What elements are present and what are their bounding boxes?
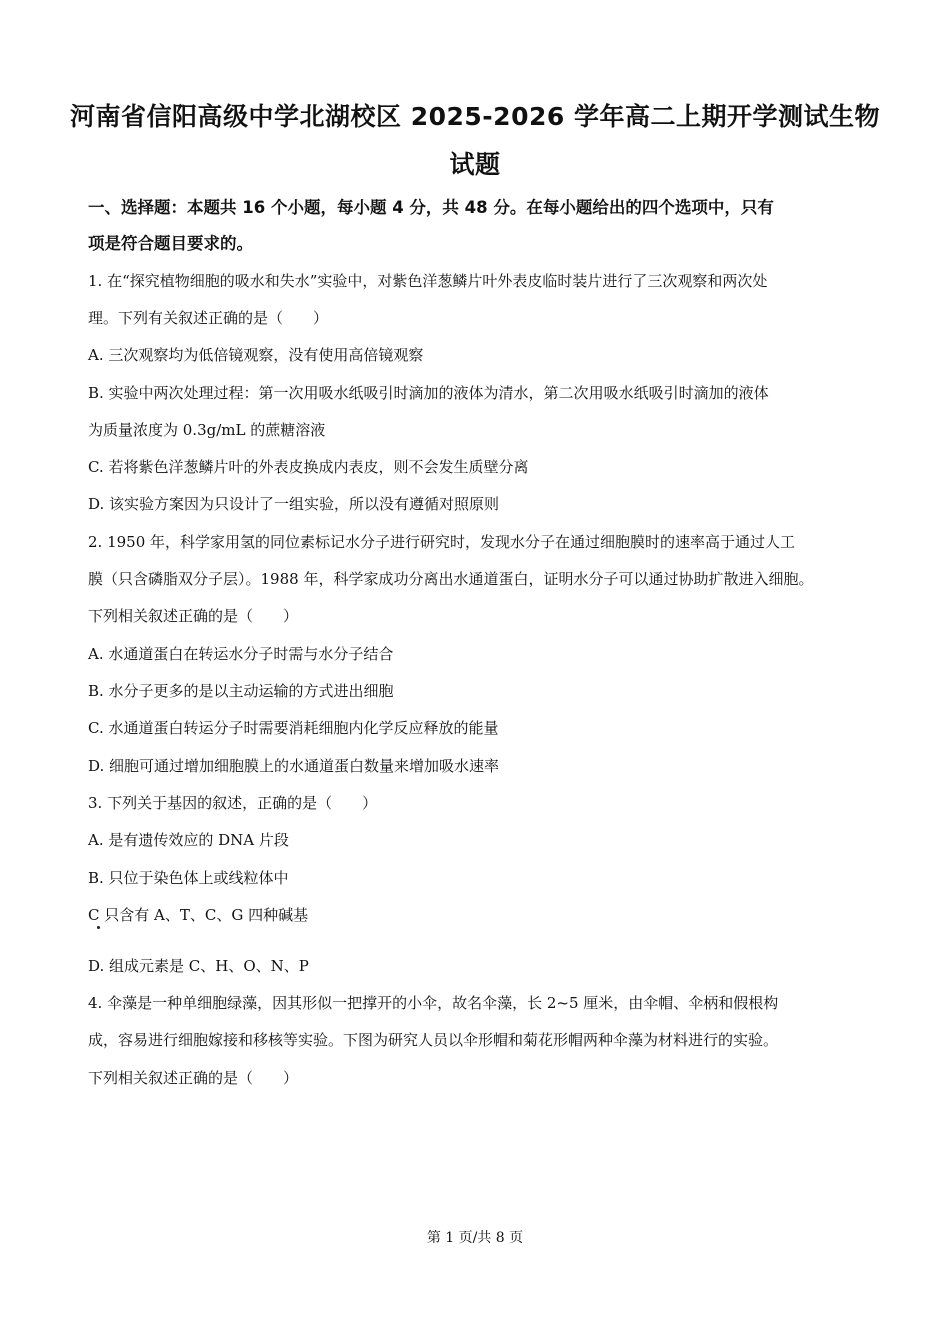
- stray-dot-mark: [97, 926, 100, 929]
- question-2-stem-line-3: 下列相关叙述正确的是（ ）: [88, 607, 299, 625]
- page-number-footer: 第 1 页/共 8 页: [426, 1230, 524, 1246]
- question-4-stem-line-3: 下列相关叙述正确的是（ ）: [88, 1069, 299, 1087]
- question-2-stem-line-1: 2. 1950 年，科学家用氢的同位素标记水分子进行研究时，发现水分子在通过细胞膜时的速率高于通过人工: [88, 533, 796, 551]
- question-2-option-d: D. 细胞可通过增加细胞膜上的水通道蛋白数量来增加吸水速率: [88, 757, 500, 775]
- question-2-stem-line-2: 膜（只含磷脂双分子层）。1988 年，科学家成功分离出水通道蛋白，证明水分子可以通过协助扩散进入细胞。: [88, 570, 814, 588]
- question-2-option-a: A. 水通道蛋白在转运水分子时需与水分子结合: [88, 645, 394, 663]
- question-3-option-c: C 只含有 A、T、C、G 四种碱基: [88, 906, 309, 924]
- question-2-option-c: C. 水通道蛋白转运分子时需要消耗细胞内化学反应释放的能量: [88, 719, 499, 737]
- question-1-option-a: A. 三次观察均为低倍镜观察，没有使用高倍镜观察: [88, 346, 424, 364]
- question-1-option-d: D. 该实验方案因为只设计了一组实验，所以没有遵循对照原则: [88, 495, 500, 513]
- question-3-option-a: A. 是有遗传效应的 DNA 片段: [88, 831, 289, 849]
- question-1-option-b-line-2: 为质量浓度为 0.3g/mL 的蔗糖溶液: [88, 421, 326, 439]
- question-1-stem-line-1: 1. 在“探究植物细胞的吸水和失水”实验中，对紫色洋葱鳞片叶外表皮临时装片进行了三次观察和两次处: [88, 272, 768, 290]
- document-title-line-2: 试题: [449, 150, 501, 179]
- section-heading-line-1: 一、选择题：本题共 16 个小题，每小题 4 分，共 48 分。在每小题给出的四个选项中，只有: [88, 198, 774, 217]
- question-1-option-b-line-1: B. 实验中两次处理过程：第一次用吸水纸吸引时滴加的液体为清水，第二次用吸水纸吸引时滴加的液体: [88, 384, 769, 402]
- section-heading-line-2: 项是符合题目要求的。: [88, 234, 253, 253]
- question-3-stem: 3. 下列关于基因的叙述，正确的是（ ）: [88, 794, 378, 812]
- question-3-option-b: B. 只位于染色体上或线粒体中: [88, 869, 289, 887]
- question-3-option-d: D. 组成元素是 C、H、O、N、P: [88, 957, 309, 975]
- question-1-option-c: C. 若将紫色洋葱鳞片叶的外表皮换成内表皮，则不会发生质壁分离: [88, 458, 529, 476]
- question-4-stem-line-2: 成，容易进行细胞嫁接和移核等实验。下图为研究人员以伞形帽和菊花形帽两种伞藻为材料进行的实验。: [88, 1031, 779, 1049]
- document-title-line-1: 河南省信阳高级中学北湖校区 2025-2026 学年高二上期开学测试生物: [70, 102, 880, 131]
- question-1-stem-line-2: 理。下列有关叙述正确的是（ ）: [88, 309, 329, 327]
- question-4-stem-line-1: 4. 伞藻是一种单细胞绿藻，因其形似一把撑开的小伞，故名伞藻，长 2~5 厘米，由伞帽、伞柄和假根构: [88, 994, 779, 1012]
- question-2-option-b: B. 水分子更多的是以主动运输的方式进出细胞: [88, 682, 394, 700]
